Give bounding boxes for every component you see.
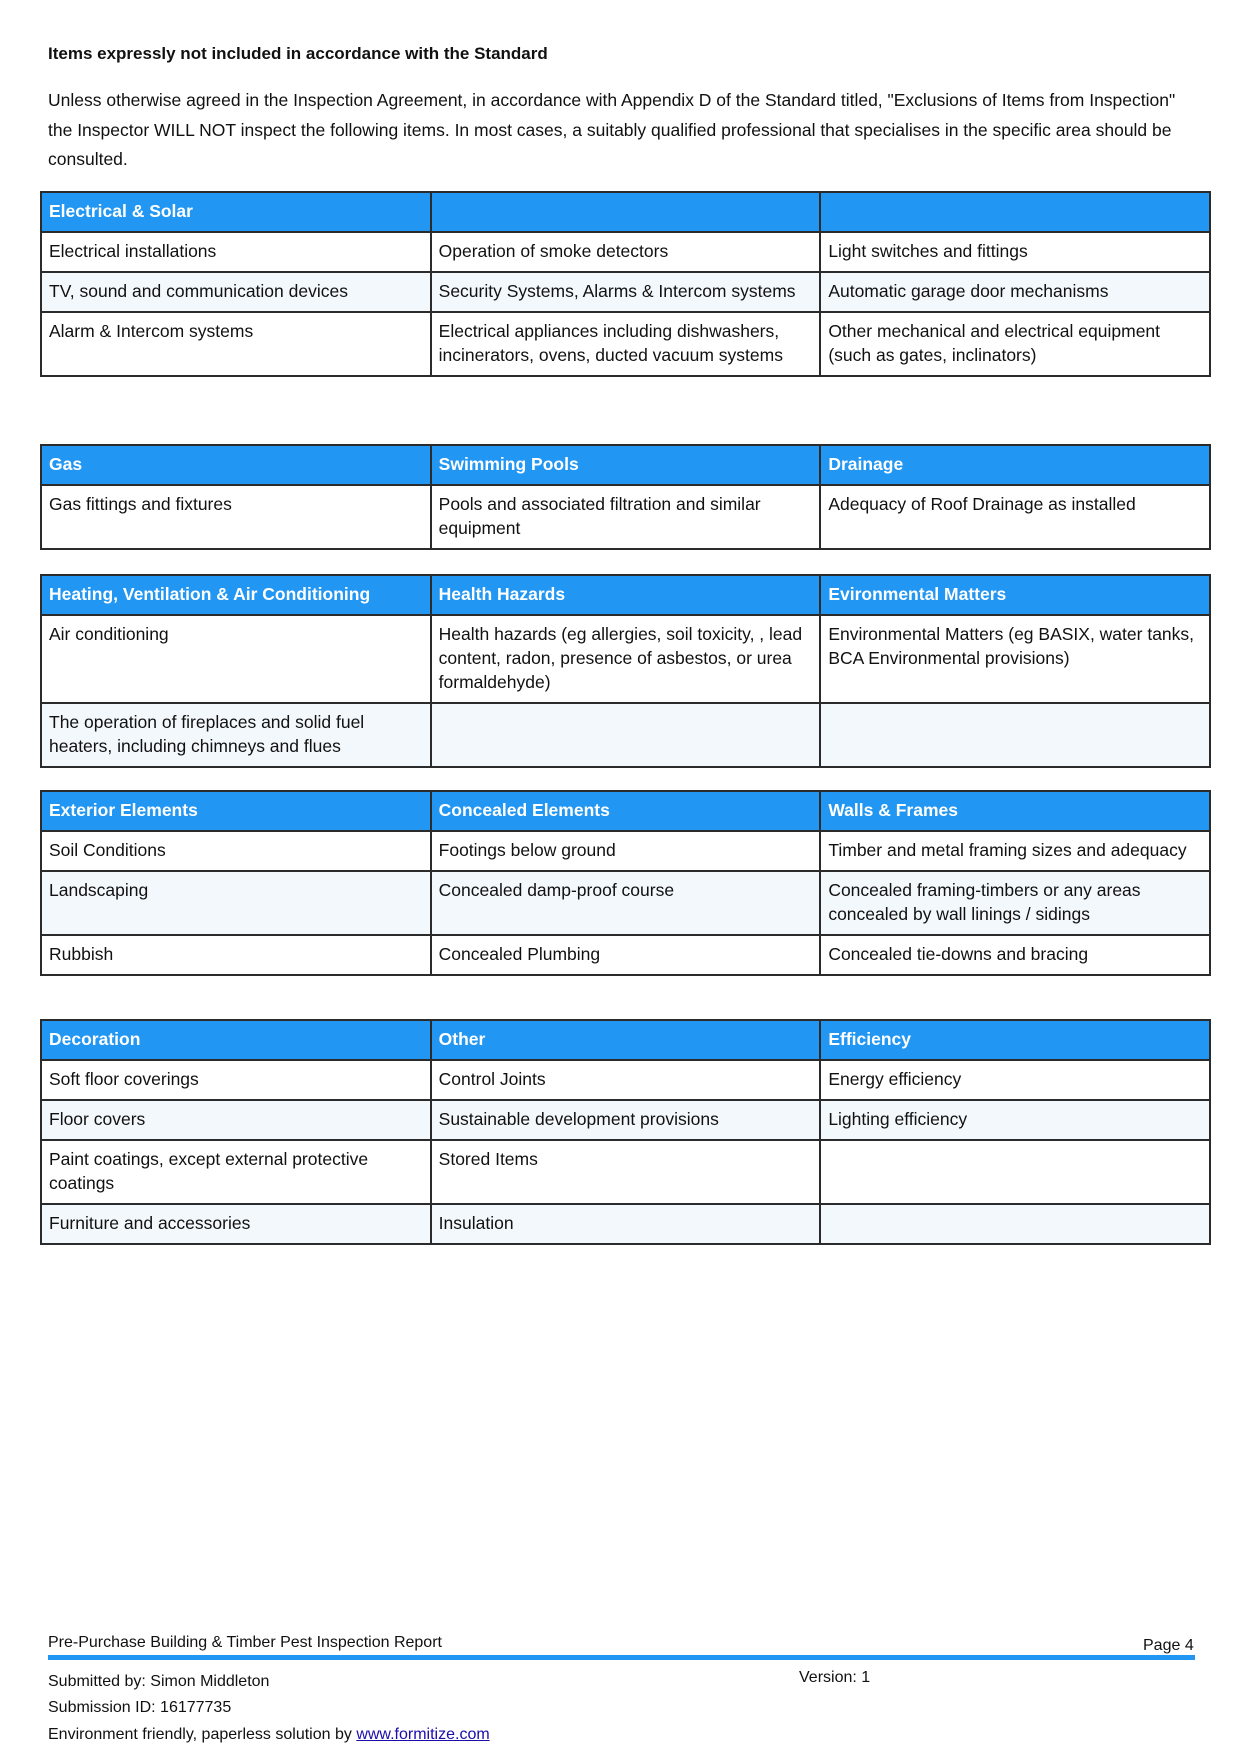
table-header-cell: Heating, Ventilation & Air Conditioning — [41, 575, 431, 615]
table-cell — [820, 703, 1210, 767]
table-cell: Landscaping — [41, 871, 431, 935]
table-row — [41, 312, 1210, 376]
table-row — [41, 485, 1210, 549]
table-cell: Alarm & Intercom systems — [41, 312, 431, 376]
table-cell: Sustainable development provisions — [431, 1100, 821, 1140]
table-header-cell: Drainage — [820, 445, 1210, 485]
table-gas-pools-drainage — [40, 444, 1211, 550]
table-row — [41, 1204, 1210, 1244]
table-header-row — [41, 791, 1210, 831]
table-row — [41, 871, 1210, 935]
table-header-cell: Electrical & Solar — [41, 192, 431, 232]
table-header-cell: Health Hazards — [431, 575, 821, 615]
table-row — [41, 1060, 1210, 1100]
table-row — [41, 1140, 1210, 1204]
table-cell — [820, 1204, 1210, 1244]
table-header-cell — [431, 192, 821, 232]
table-header-cell — [820, 192, 1210, 232]
table-header-cell: Concealed Elements — [431, 791, 821, 831]
footer-divider — [48, 1655, 1195, 1660]
table-row — [41, 703, 1210, 767]
environment-text: Environment friendly, paperless solution by — [48, 1726, 357, 1743]
table-cell: Security Systems, Alarms & Intercom systems — [431, 272, 821, 312]
table-cell: Concealed framing-timbers or any areas concealed by wall linings / sidings — [820, 871, 1210, 935]
table-header-cell: Decoration — [41, 1020, 431, 1060]
table-cell: Adequacy of Roof Drainage as installed — [820, 485, 1210, 549]
table-row — [41, 831, 1210, 871]
table-header-cell: Evironmental Matters — [820, 575, 1210, 615]
table-cell: Timber and metal framing sizes and adequacy — [820, 831, 1210, 871]
table-cell: Control Joints — [431, 1060, 821, 1100]
table-cell: Electrical installations — [41, 232, 431, 272]
table-cell: Light switches and fittings — [820, 232, 1210, 272]
table-header-row — [41, 1020, 1210, 1060]
table-row — [41, 935, 1210, 975]
table-header-cell: Exterior Elements — [41, 791, 431, 831]
table-cell: Floor covers — [41, 1100, 431, 1140]
table-cell: Soft floor coverings — [41, 1060, 431, 1100]
table-exterior-concealed-walls — [40, 790, 1211, 976]
table-cell: Environmental Matters (eg BASIX, water tanks, BCA Environmental provisions) — [820, 615, 1210, 703]
table-electrical-solar — [40, 191, 1211, 377]
table-header-cell: Other — [431, 1020, 821, 1060]
table-header-cell: Swimming Pools — [431, 445, 821, 485]
table-cell: Energy efficiency — [820, 1060, 1210, 1100]
table-cell: Furniture and accessories — [41, 1204, 431, 1244]
version-label: Version: 1 — [799, 1669, 871, 1686]
formitize-link[interactable]: www.formitize.com — [356, 1726, 490, 1743]
table-cell — [820, 1140, 1210, 1204]
table-cell: Other mechanical and electrical equipment (such as gates, inclinators) — [820, 312, 1210, 376]
table-cell: Concealed damp-proof course — [431, 871, 821, 935]
table-cell: TV, sound and communication devices — [41, 272, 431, 312]
submission-id: Submission ID: 16177735 — [48, 1699, 232, 1716]
table-header-cell: Walls & Frames — [820, 791, 1210, 831]
table-cell: Pools and associated filtration and similar equipment — [431, 485, 821, 549]
table-cell: The operation of fireplaces and solid fuel heaters, including chimneys and flues — [41, 703, 431, 767]
submitted-by: Submitted by: Simon Middleton — [48, 1673, 270, 1690]
table-header-row — [41, 445, 1210, 485]
table-cell: Soil Conditions — [41, 831, 431, 871]
table-cell: Stored Items — [431, 1140, 821, 1204]
table-cell: Rubbish — [41, 935, 431, 975]
table-cell: Gas fittings and fixtures — [41, 485, 431, 549]
table-header-row — [41, 192, 1210, 232]
table-header-cell: Gas — [41, 445, 431, 485]
table-cell: Concealed Plumbing — [431, 935, 821, 975]
table-cell: Air conditioning — [41, 615, 431, 703]
table-cell: Operation of smoke detectors — [431, 232, 821, 272]
table-decoration-other-efficiency — [40, 1019, 1211, 1245]
table-cell: Automatic garage door mechanisms — [820, 272, 1210, 312]
table-row — [41, 272, 1210, 312]
table-cell: Paint coatings, except external protective coatings — [41, 1140, 431, 1204]
table-row — [41, 232, 1210, 272]
page-number: Page 4 — [1143, 1637, 1194, 1654]
table-header-cell: Efficiency — [820, 1020, 1210, 1060]
table-cell: Health hazards (eg allergies, soil toxicity, , lead content, radon, presence of asbestos, or urea formaldehyde) — [431, 615, 821, 703]
section-intro: Unless otherwise agreed in the Inspection Agreement, in accordance with Appendix D of the Standard titled, "Exclusions of Items from Inspection" the Inspector WILL NOT inspect the following items. In most cases, a suitably qualified professional that specialises in the specific area should be consulted. — [48, 90, 1176, 169]
footer-environment-note — [48, 1726, 490, 1744]
table-row — [41, 1100, 1210, 1140]
table-row — [41, 615, 1210, 703]
table-cell — [431, 703, 821, 767]
table-hvac-health-environment — [40, 574, 1211, 768]
table-cell: Concealed tie-downs and bracing — [820, 935, 1210, 975]
table-header-row — [41, 575, 1210, 615]
section-heading: Items expressly not included in accordance with the Standard — [48, 44, 548, 63]
table-cell: Footings below ground — [431, 831, 821, 871]
table-cell: Electrical appliances including dishwashers, incinerators, ovens, ducted vacuum systems — [431, 312, 821, 376]
table-cell: Lighting efficiency — [820, 1100, 1210, 1140]
table-cell: Insulation — [431, 1204, 821, 1244]
footer-report-title: Pre-Purchase Building & Timber Pest Inspection Report — [48, 1634, 442, 1651]
